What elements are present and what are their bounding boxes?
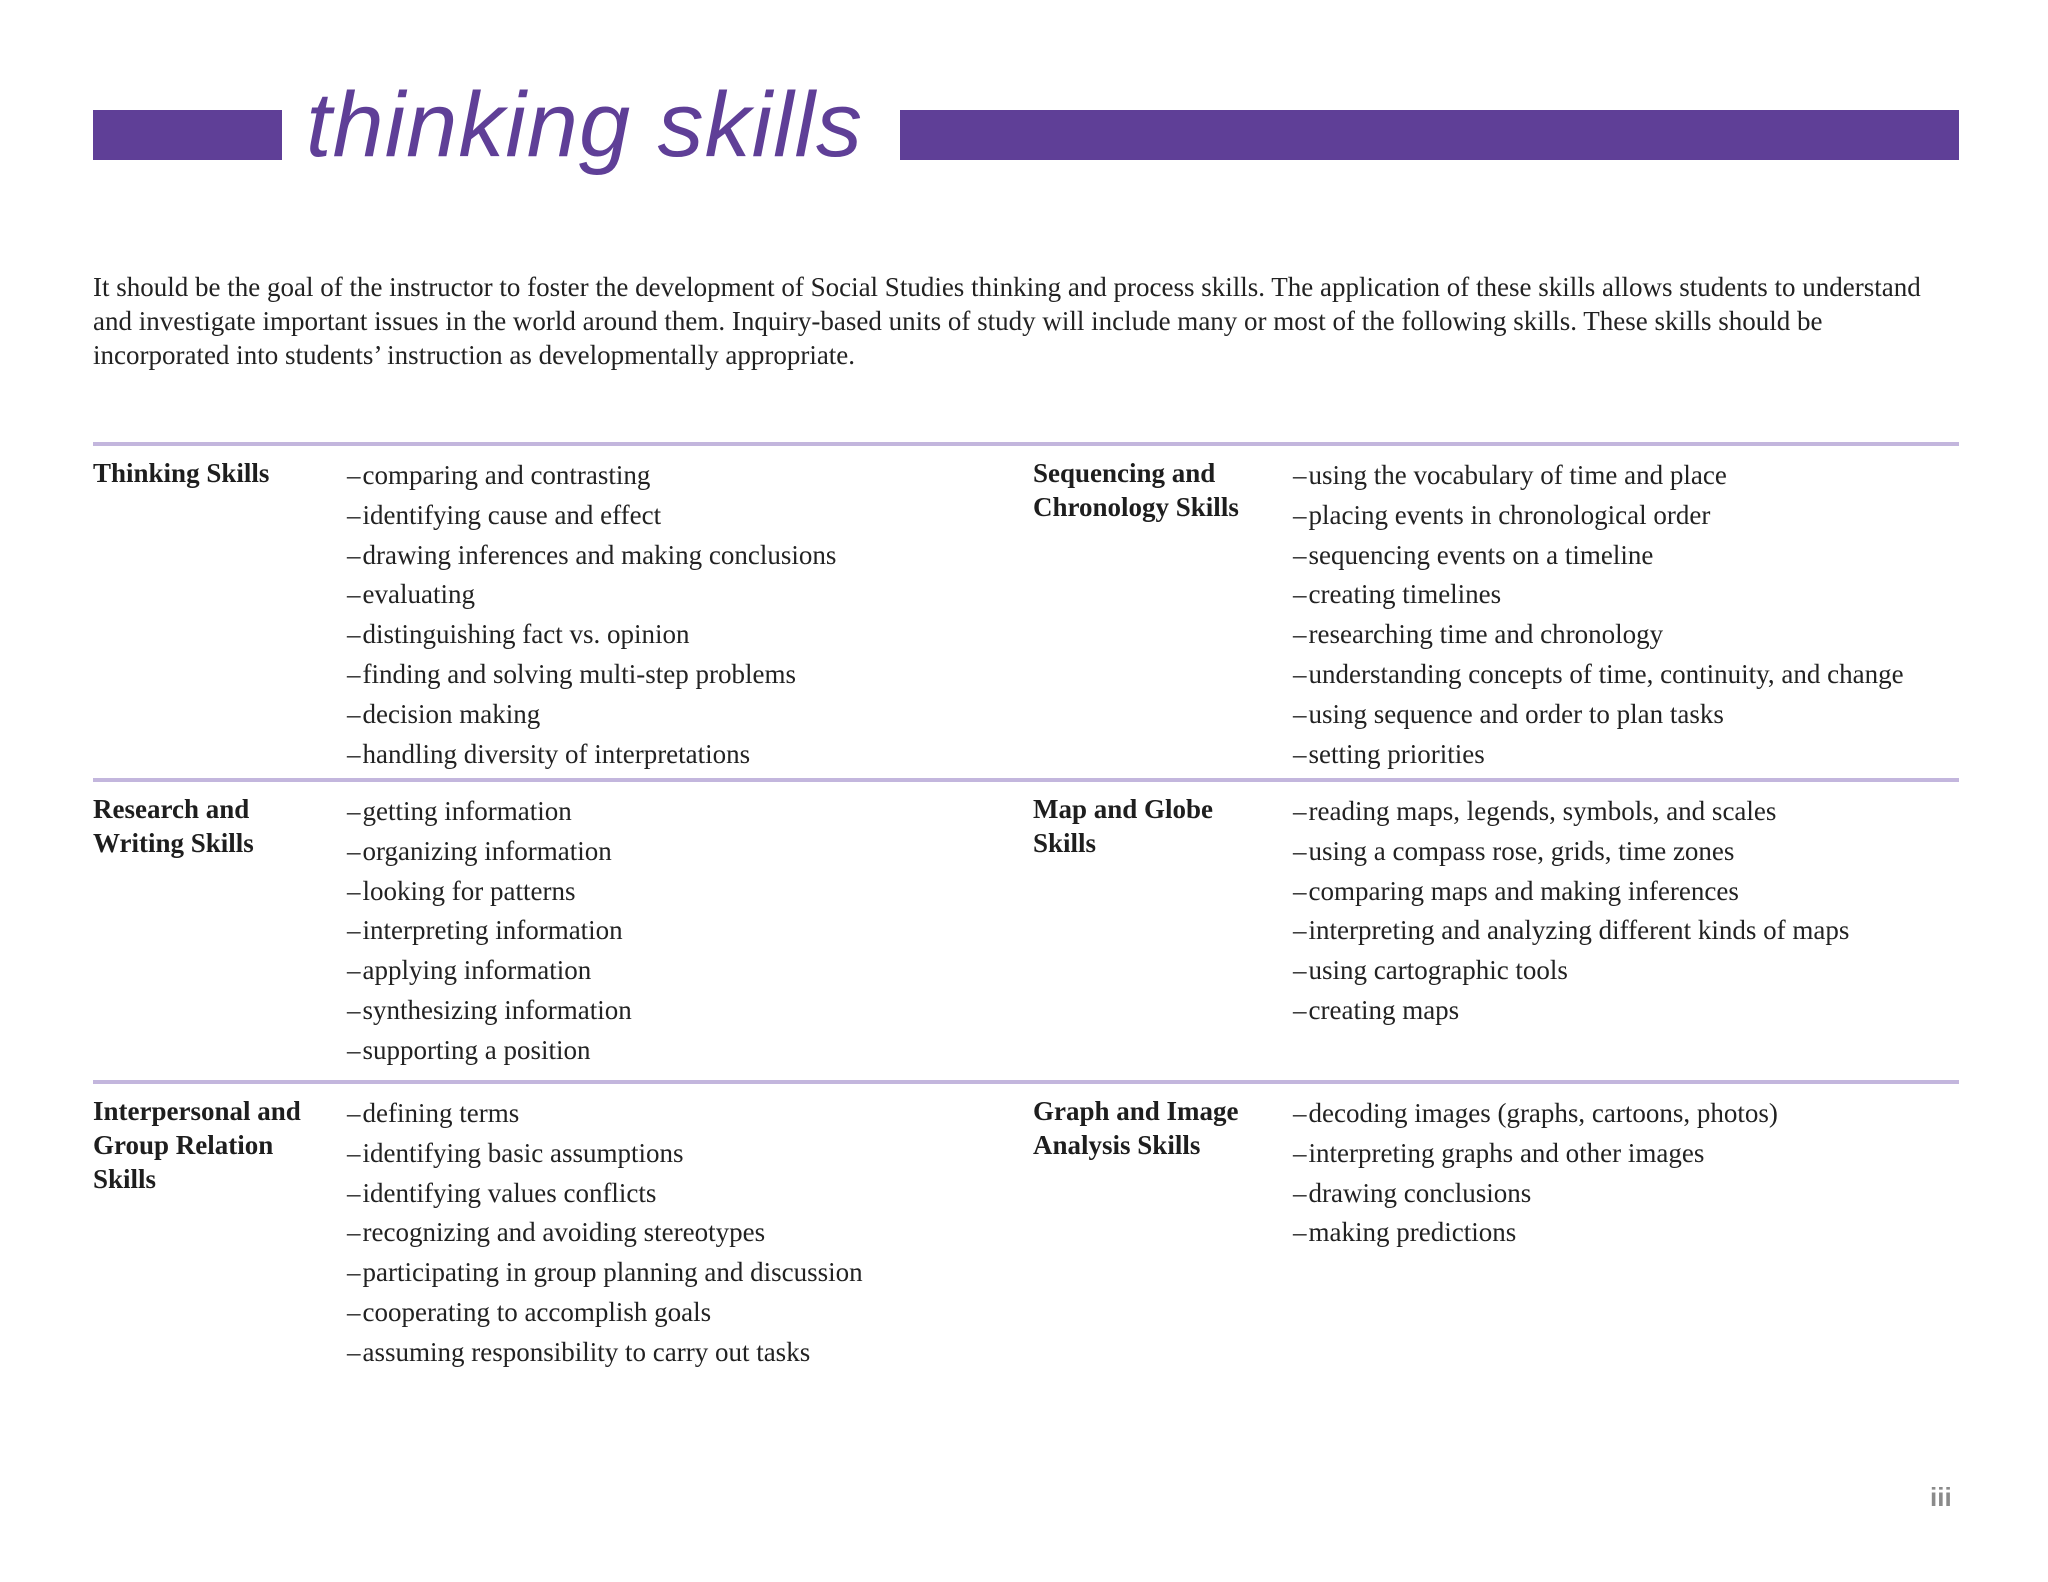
- title-bar-right-accent: [900, 110, 1959, 160]
- list-item: – supporting a position: [347, 1031, 1033, 1071]
- skill-list-thinking: [347, 456, 1033, 778]
- list-item: – recognizing and avoiding stereotypes: [347, 1213, 1033, 1253]
- skill-list-map-globe: [1293, 792, 1959, 1080]
- list-item: – comparing maps and making inferences: [1293, 872, 1959, 912]
- list-item: – using the vocabulary of time and place: [1293, 456, 1959, 496]
- list-item: – using cartographic tools: [1293, 951, 1959, 991]
- page-title: thinking skills: [306, 74, 863, 176]
- list-item: – sequencing events on a timeline: [1293, 536, 1959, 576]
- list-item: – creating timelines: [1293, 575, 1959, 615]
- category-map-globe-skills: Map and Globe Skills: [1033, 794, 1214, 858]
- list-item: – researching time and chronology: [1293, 615, 1959, 655]
- intro-paragraph: It should be the goal of the instructor to foster the development of Social Studies thinking and process skills. The application of these skills allows students to understand and investigate important issues in the world around them. Inquiry-based units of study will include many or most of the following skills. These skills should be incorporated into students’ instruction as developmentally appropriate.: [93, 272, 1921, 370]
- list-item: – setting priorities: [1293, 735, 1959, 775]
- list-item: – defining terms: [347, 1094, 1033, 1134]
- list-item: – comparing and contrasting: [347, 456, 1033, 496]
- category-research-writing-skills: Research and Writing Skills: [93, 794, 254, 858]
- list-item: – identifying values conflicts: [347, 1174, 1033, 1214]
- skill-list-interpersonal: [347, 1094, 1033, 1394]
- title-banner: [93, 70, 1959, 180]
- list-item: – handling diversity of interpretations: [347, 735, 1033, 775]
- skill-list-research: [347, 792, 1033, 1080]
- list-item: – identifying basic assumptions: [347, 1134, 1033, 1174]
- list-item: – making predictions: [1293, 1213, 1959, 1253]
- category-thinking-skills: Thinking Skills: [93, 458, 270, 488]
- list-item: – participating in group planning and discussion: [347, 1253, 1033, 1293]
- list-item: – understanding concepts of time, continuity, and change: [1293, 655, 1959, 695]
- list-item: – identifying cause and effect: [347, 496, 1033, 536]
- list-item: – cooperating to accomplish goals: [347, 1293, 1033, 1333]
- list-item: – interpreting information: [347, 911, 1033, 951]
- list-item: – looking for patterns: [347, 872, 1033, 912]
- list-item: – evaluating: [347, 575, 1033, 615]
- list-item: – distinguishing fact vs. opinion: [347, 615, 1033, 655]
- list-item: – applying information: [347, 951, 1033, 991]
- list-item: – decoding images (graphs, cartoons, photos): [1293, 1094, 1959, 1134]
- list-item: – getting information: [347, 792, 1033, 832]
- page-number: iii: [1930, 1482, 1952, 1512]
- category-sequencing-chronology-skills: Sequencing and Chronology Skills: [1033, 458, 1239, 522]
- list-item: – finding and solving multi-step problems: [347, 655, 1033, 695]
- list-item: – reading maps, legends, symbols, and scales: [1293, 792, 1959, 832]
- list-item: – creating maps: [1293, 991, 1959, 1031]
- skills-row: [93, 442, 1959, 778]
- skills-table: [93, 442, 1959, 1394]
- skill-list-sequencing: [1293, 456, 1959, 778]
- category-graph-image-skills: Graph and Image Analysis Skills: [1033, 1096, 1239, 1160]
- skills-row: [93, 778, 1959, 1080]
- skills-row: [93, 1080, 1959, 1394]
- list-item: – synthesizing information: [347, 991, 1033, 1031]
- list-item: – assuming responsibility to carry out tasks: [347, 1333, 1033, 1373]
- skill-list-graph-image: [1293, 1094, 1959, 1394]
- category-interpersonal-group-skills: Interpersonal and Group Relation Skills: [93, 1096, 301, 1194]
- list-item: – placing events in chronological order: [1293, 496, 1959, 536]
- list-item: – interpreting and analyzing different kinds of maps: [1293, 911, 1959, 951]
- list-item: – using sequence and order to plan tasks: [1293, 695, 1959, 735]
- list-item: – interpreting graphs and other images: [1293, 1134, 1959, 1174]
- list-item: – decision making: [347, 695, 1033, 735]
- list-item: – organizing information: [347, 832, 1033, 872]
- title-bar-left-accent: [93, 110, 282, 160]
- list-item: – drawing inferences and making conclusions: [347, 536, 1033, 576]
- list-item: – using a compass rose, grids, time zones: [1293, 832, 1959, 872]
- list-item: – drawing conclusions: [1293, 1174, 1959, 1214]
